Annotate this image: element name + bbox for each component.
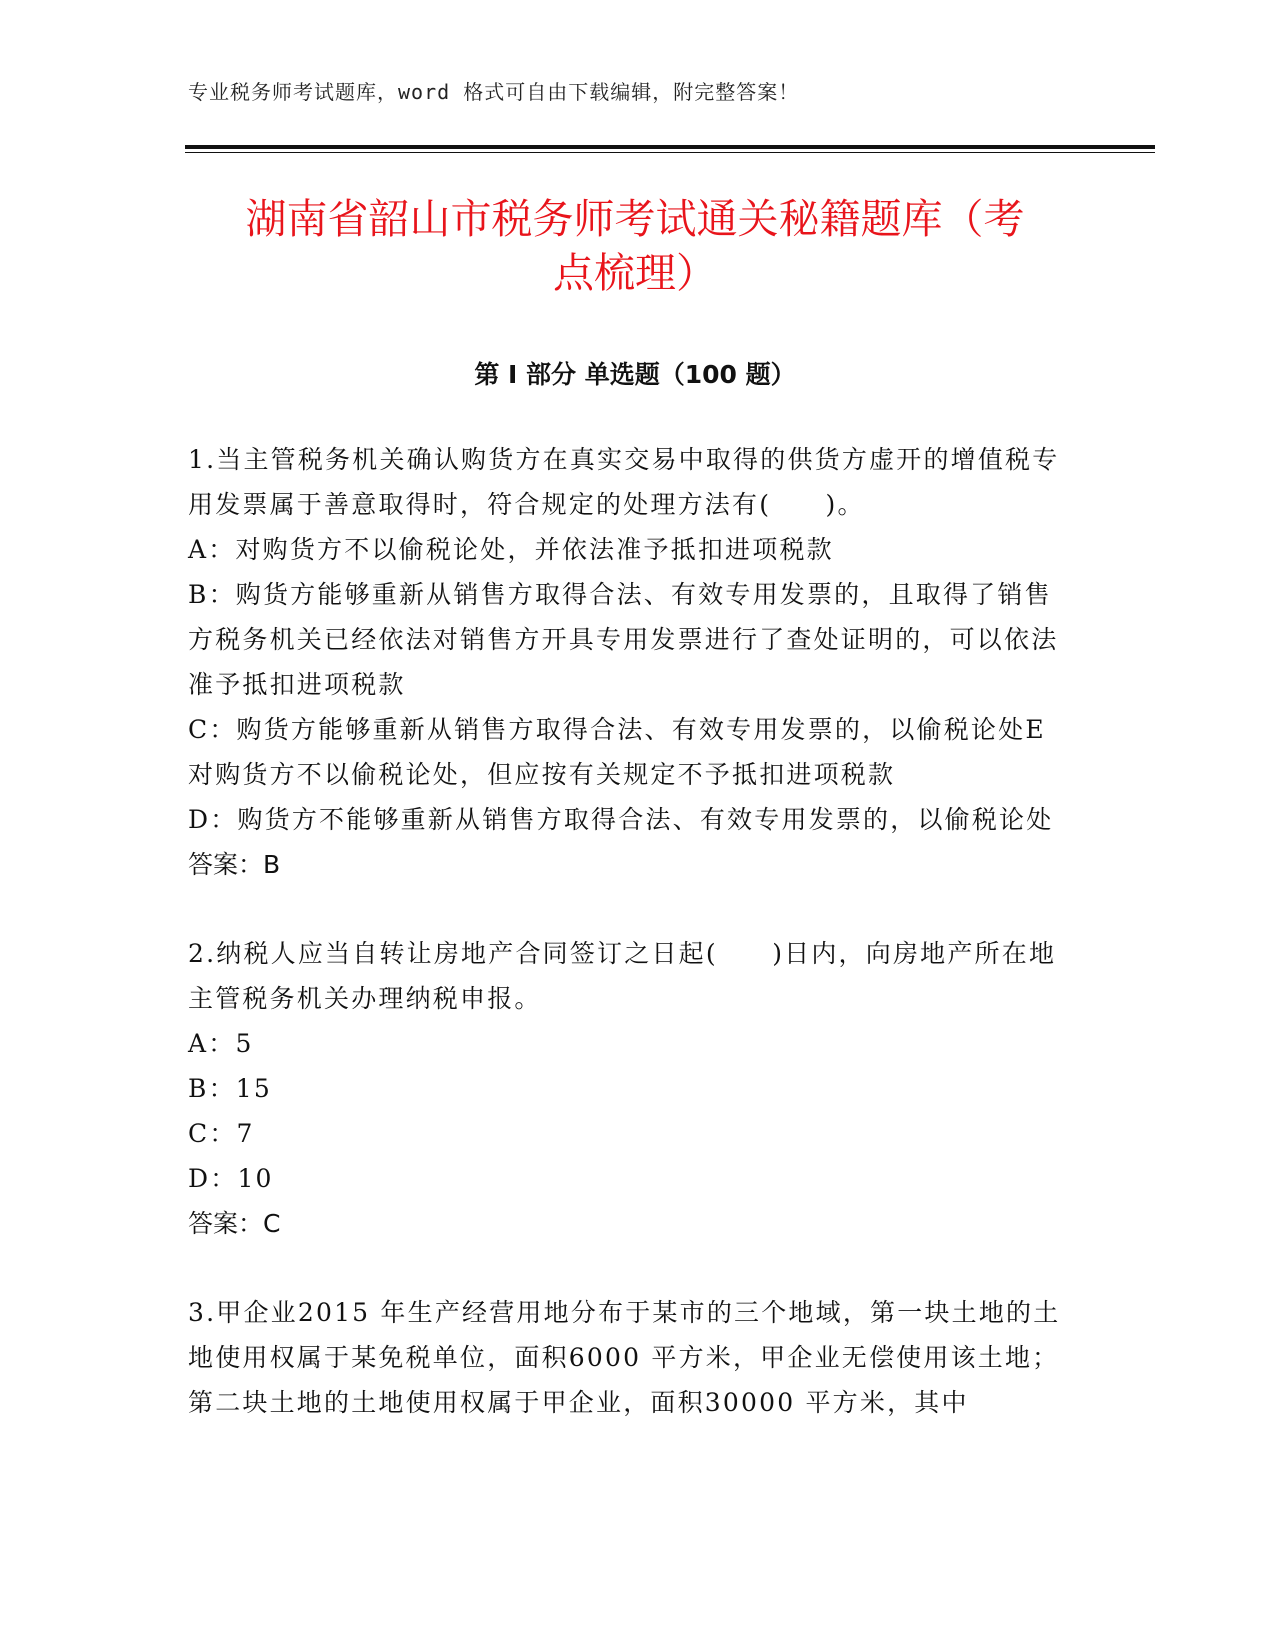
question-1: [188, 437, 1068, 887]
answer: 答案：B: [188, 850, 281, 879]
question-list: [188, 437, 1068, 1469]
document-title: [185, 192, 1085, 300]
option-b: B：15: [188, 1074, 272, 1103]
document-title-line2: 点梳理）: [553, 249, 717, 297]
option-a: A：5: [188, 1029, 254, 1058]
header-rule-thin: [185, 152, 1155, 153]
option-c: C：7: [188, 1119, 255, 1148]
option-b: B：购货方能够重新从销售方取得合法、有效专用发票的，且取得了销售方税务机关已经依法对销售方开具专用发票进行了查处证明的，可以依法准予抵扣进项税款: [188, 580, 1059, 699]
question-stem: 2.纳税人应当自转让房地产合同签订之日起( )日内，向房地产所在地主管税务机关办理纳税申报。: [188, 939, 1057, 1013]
question-stem: 3.甲企业2015 年生产经营用地分布于某市的三个地域，第一块土地的土地使用权属于某免税单位，面积6000 平方米，甲企业无偿使用该土地；第二块土地的土地使用权属于甲企业，面积30000 平方米，其中: [188, 1298, 1061, 1417]
header-rule-thick: [185, 145, 1155, 149]
option-d: D：10: [188, 1164, 274, 1193]
section-heading: 第 I 部分 单选题（100 题）: [474, 360, 796, 389]
header-note: 专业税务师考试题库，word 格式可自由下载编辑，附完整答案！: [188, 80, 800, 104]
option-d: D：购货方不能够重新从销售方取得合法、有效专用发票的，以偷税论处: [188, 805, 1054, 834]
answer: 答案：C: [188, 1209, 281, 1238]
question-stem: 1.当主管税务机关确认购货方在真实交易中取得的供货方虚开的增值税专用发票属于善意取得时，符合规定的处理方法有( )。: [188, 445, 1060, 519]
document-title-line1: 湖南省韶山市税务师考试通关秘籍题库（考: [245, 195, 1025, 243]
question-2: [188, 931, 1068, 1246]
option-a: A：对购货方不以偷税论处，并依法准予抵扣进项税款: [188, 535, 834, 564]
question-3: [188, 1290, 1068, 1425]
option-c: C：购货方能够重新从销售方取得合法、有效专用发票的，以偷税论处E 对购货方不以偷税论处，但应按有关规定不予抵扣进项税款: [188, 715, 1046, 789]
